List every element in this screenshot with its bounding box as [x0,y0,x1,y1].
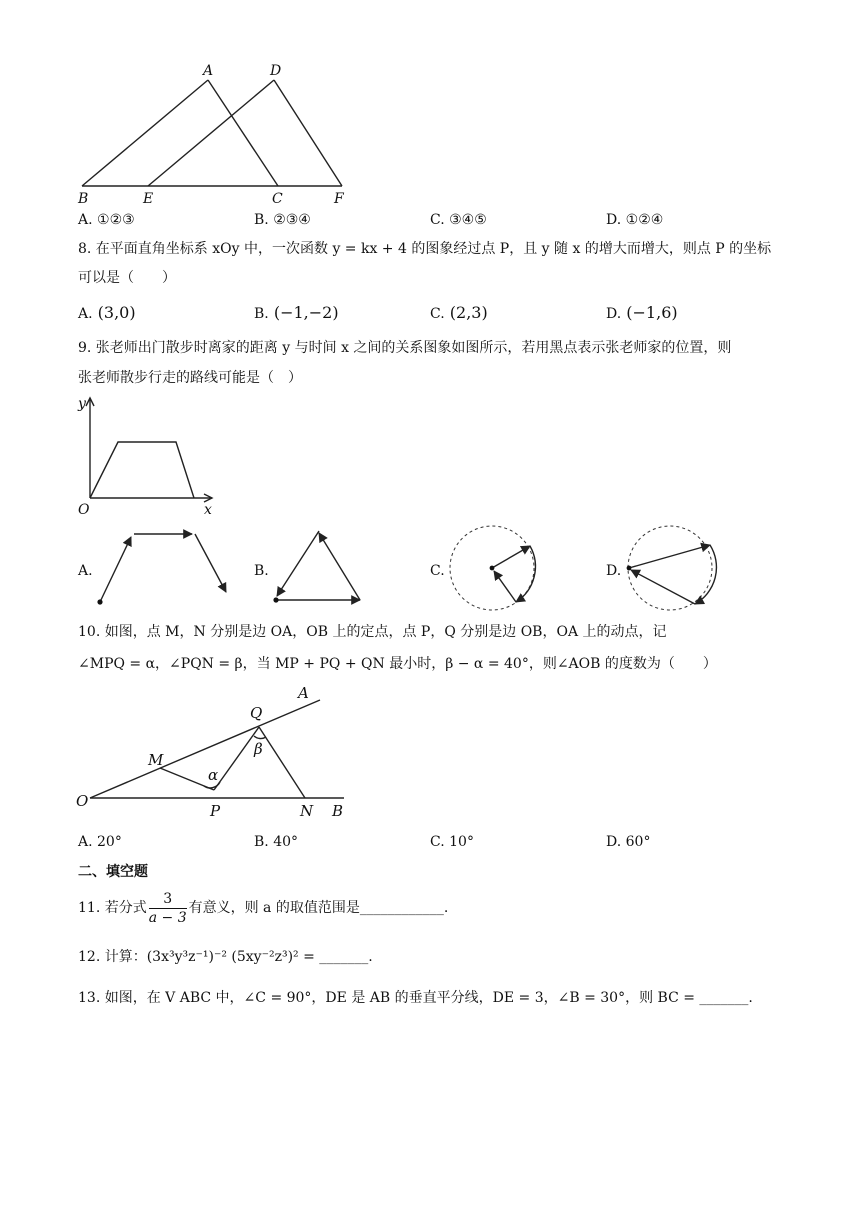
q8-option-b[interactable]: B. (−1,−2) [254,303,339,322]
segment-pq [214,727,259,790]
q11-fraction: $\frac{3}{a - 3}$ [148,890,187,926]
q10-option-a[interactable]: A. 20° [78,834,122,850]
fig10-label-p: P [210,802,221,820]
q9-option-d-route[interactable] [622,524,718,614]
graph-curve [90,442,194,498]
section-heading-fill-in: 二、填空题 [78,864,148,880]
beta-arc [254,736,266,739]
fig10-label-q: Q [250,704,263,722]
segment-ed [148,80,274,186]
segment-df [274,80,342,186]
label-e: E [143,191,154,207]
q7-triangle-figure [70,60,360,210]
fig10-label-b: B [332,802,344,820]
q9-stem-line2: 张老师散步行走的路线可能是（ ） [78,370,302,386]
q9-option-b[interactable]: B. [254,563,269,579]
segment-ba [82,80,208,186]
graph-label-o: O [78,502,90,518]
q9-stem-line1: 9. 张老师出门散步时离家的距离 y 与时间 x 之间的关系图象如图所示，若用黑点表示张老师家的位置，则 [78,340,732,356]
fig10-label-alpha: α [208,766,219,784]
fig10-label-a: A [298,684,309,702]
q9-option-a-route[interactable] [92,524,242,610]
q11-line: 11. 若分式 $\frac{3}{a - 3}$ 有意义，则 a 的取值范围是____________. [78,890,449,926]
graph-label-y: y [78,396,86,412]
q7-option-b[interactable]: B. ②③④ [254,212,311,228]
q9-option-a[interactable]: A. [78,563,93,579]
label-f: F [334,191,344,207]
q8-option-c[interactable]: C. (2,3) [430,303,488,322]
ray-oa [90,700,320,798]
label-a: A [203,63,214,79]
fig10-label-n: N [300,802,314,820]
fig10-label-m: M [148,751,164,769]
fig10-label-beta: β [254,740,263,758]
q8-stem-line1: 8. 在平面直角坐标系 xOy 中，一次函数 y = kx + 4 的图象经过点 P，且 y 随 x 的增大而增大，则点 P 的坐标 [78,241,772,257]
label-c: C [272,191,283,207]
fig10-label-o: O [76,792,89,810]
q9-option-b-route[interactable] [268,524,368,610]
q10-angle-figure [72,684,362,824]
home-dot [627,566,632,571]
home-dot [97,599,102,604]
q8-option-a[interactable]: A. (3,0) [78,303,136,322]
q9-option-c[interactable]: C. [430,563,445,579]
q7-option-d[interactable]: D. ①②④ [606,212,664,228]
label-d: D [270,63,282,79]
segment-ac [208,80,278,186]
q9-option-d[interactable]: D. [606,563,622,579]
q9-distance-time-graph [72,392,232,522]
q13-line: 13. 如图，在 V ABC 中，∠C = 90°，DE 是 AB 的垂直平分线，DE = 3，∠B = 30°，则 BC = _______. [78,990,753,1006]
home-dot [273,597,278,602]
q8-stem-line2: 可以是（ ） [78,270,176,286]
q10-stem-line1: 10. 如图，点 M，N 分别是边 OA，OB 上的定点，点 P，Q 分别是边 OB，OA 上的动点，记 [78,624,667,640]
q9-option-c-route[interactable] [446,524,542,614]
q7-option-c[interactable]: C. ③④⑤ [430,212,487,228]
label-b: B [78,191,89,207]
q10-option-c[interactable]: C. 10° [430,834,474,850]
home-dot [490,566,495,571]
q10-stem-line2: ∠MPQ = α，∠PQN = β，当 MP + PQ + QN 最小时，β − α = 40°，则∠AOB 的度数为（ ） [78,656,717,672]
q12-line: 12. 计算：(3x³y³z⁻¹)⁻² (5xy⁻²z³)² = _______. [78,949,373,965]
q7-option-a[interactable]: A. ①②③ [78,212,135,228]
q10-option-d[interactable]: D. 60° [606,834,651,850]
q8-option-d[interactable]: D. (−1,6) [606,303,678,322]
graph-label-x: x [204,502,212,518]
q10-option-b[interactable]: B. 40° [254,834,299,850]
